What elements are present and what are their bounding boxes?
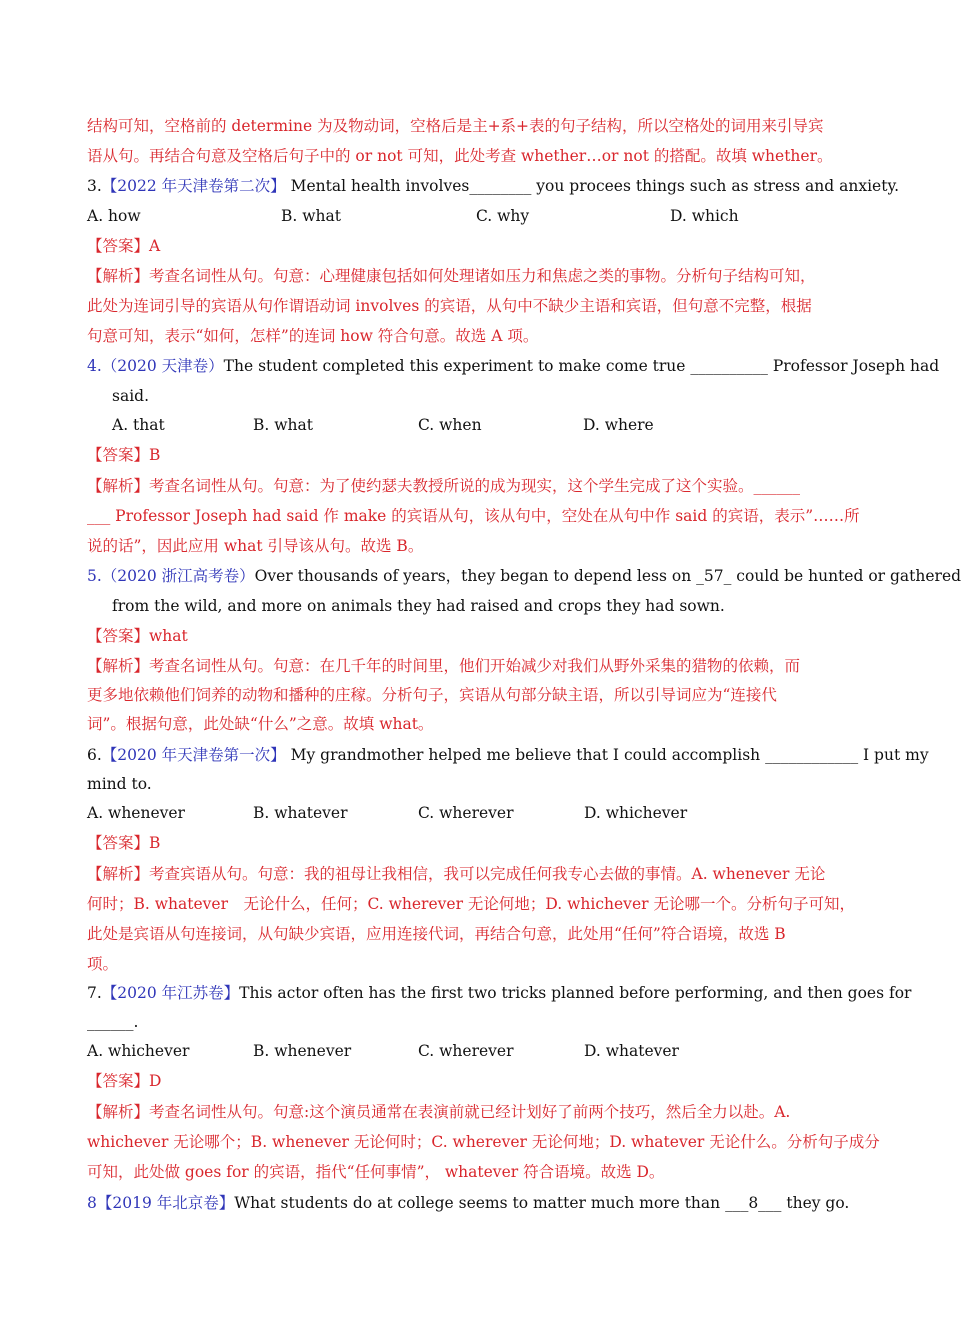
option-c: C. wherever (418, 1042, 514, 1060)
question-text: The student completed this experiment to make come true __________ Professor Joseph had (223, 357, 940, 375)
question-7-answer: 【答案】D (87, 1072, 162, 1090)
option-c: C. why (476, 207, 530, 225)
question-source: 【2019 年北京卷】 (96, 1194, 235, 1212)
question-number: 5. (87, 567, 102, 585)
question-6-analysis-line: 项。 (87, 955, 119, 973)
question-5-analysis-line: 【解析】考查名词性从句。句意：在几千年的时间里，他们开始减少对我们从野外采集的猎物的依赖，而 (87, 657, 801, 675)
intro-line-1: 结构可知，空格前的 determine 为及物动词，空格后是主+系+表的句子结构，所以空格处的词用来引导宾 (87, 117, 824, 135)
question-text: Over thousands of years，they began to depend less on (254, 567, 697, 585)
question-number: 6. (87, 746, 102, 764)
question-6-analysis-line: 此处是宾语从句连接词，从句缺少宾语，应用连接代词，再结合句意，此处用“任何”符合语境，故选 B (87, 925, 786, 943)
question-7-analysis-line: 可知，此处做 goes for 的宾语，指代“任何事情”， whatever 符合语境。故选 D。 (87, 1163, 665, 1181)
option-b: B. whatever (253, 804, 348, 822)
option-b: B. whenever (253, 1042, 352, 1060)
option-b: B. what (253, 416, 313, 434)
question-8-stem (87, 1193, 877, 1215)
question-6-stem-cont: mind to. (87, 775, 152, 793)
question-number: 3. (87, 177, 102, 195)
option-c: C. wherever (418, 804, 514, 822)
question-source: 【2020 年天津卷第一次】 (101, 746, 286, 764)
question-4-answer: 【答案】B (87, 446, 161, 464)
question-6-stem (87, 745, 929, 767)
question-3-answer: 【答案】A (87, 237, 161, 255)
option-d: D. which (670, 207, 739, 225)
question-number: 8 (87, 1194, 97, 1212)
question-source: （2020 天津卷） (101, 357, 224, 375)
question-7-stem (87, 983, 912, 1005)
option-a: A. whenever (87, 804, 185, 822)
option-d: D. where (583, 416, 654, 434)
question-3-analysis-line: 【解析】考查名词性从句。句意：心理健康包括如何处理诸如压力和焦虑之类的事物。分析句子结构可知， (87, 267, 816, 285)
question-3-stem (87, 176, 900, 198)
question-6-analysis-line: 何时；B. whatever 无论什么，任何；C. wherever 无论何地；D. whichever 无论哪一个。分析句子可知， (87, 895, 855, 913)
question-5-analysis-line: 词”。根据句意，此处缺“什么”之意。故填 what。 (87, 715, 434, 733)
question-3-analysis-line: 句意可知，表示“如何，怎样”的连词 how 符合句意。故选 A 项。 (87, 327, 539, 345)
option-a: A. that (112, 416, 165, 434)
option-d: D. whichever (584, 804, 688, 822)
question-source: 【2020 年江苏卷】 (101, 984, 240, 1002)
intro-line-2: 语从句。再结合句意及空格后句子中的 or not 可知，此处考查 whether…or not 的搭配。故填 whether。 (87, 147, 833, 165)
answer-blank: ___8___ (725, 1194, 782, 1212)
question-source: 【2022 年天津卷第二次】 (101, 177, 286, 195)
question-6-options (87, 803, 877, 825)
question-6-analysis-line: 【解析】考查宾语从句。句意：我的祖母让我相信，我可以完成任何我专心去做的事情。A. whenever 无论 (87, 865, 826, 883)
question-4-stem-cont: said. (112, 387, 150, 405)
question-5-stem-cont: from the wild, and more on animals they had raised and crops they had sown. (112, 597, 725, 615)
question-text: What students do at college seems to matter much more than (234, 1194, 726, 1212)
question-4-stem (87, 356, 940, 378)
option-a: A. whichever (87, 1042, 190, 1060)
question-7-analysis-line: whichever 无论哪个；B. whenever 无论何时；C. wherever 无论何地；D. whatever 无论什么。分析句子成分 (87, 1133, 880, 1151)
question-7-options (87, 1041, 877, 1063)
question-number: 7. (87, 984, 102, 1002)
question-3-analysis-line: 此处为连词引导的宾语从句作谓语动词 involves 的宾语，从句中不缺少主语和宾语，但句意不完整，根据 (87, 297, 812, 315)
question-text: could be hunted or gathered (731, 567, 961, 585)
question-6-answer: 【答案】B (87, 834, 161, 852)
answer-blank: _57_ (696, 567, 732, 585)
question-4-options (112, 415, 877, 437)
question-7-stem-cont: ______. (87, 1013, 139, 1031)
question-text: This actor often has the first two tricks planned before performing, and then goes for (239, 984, 912, 1002)
question-7-analysis-line: 【解析】考查名词性从句。句意:这个演员通常在表演前就已经计划好了前两个技巧，然后全力以赴。A. (87, 1103, 791, 1121)
question-5-answer: 【答案】what (87, 627, 188, 645)
question-3-options (87, 206, 877, 228)
question-source: （2020 浙江高考卷） (101, 567, 255, 585)
option-a: A. how (87, 207, 141, 225)
question-text: Mental health involves________ you procees things such as stress and anxiety. (290, 177, 900, 195)
question-4-analysis-line: ___ Professor Joseph had said 作 make 的宾语从句，该从句中，空处在从句中作 said 的宾语，表示”……所 (87, 507, 860, 525)
question-4-analysis-line: 说的话”，因此应用 what 引导该从句。故选 B。 (87, 537, 424, 555)
question-text: My grandmother helped me believe that I could accomplish ____________ I put my (290, 746, 929, 764)
option-c: C. when (418, 416, 482, 434)
option-b: B. what (281, 207, 341, 225)
option-d: D. whatever (584, 1042, 679, 1060)
question-4-analysis-line: 【解析】考查名词性从句。句意：为了使约瑟夫教授所说的成为现实，这个学生完成了这个实验。______ (87, 477, 801, 495)
question-number: 4. (87, 357, 102, 375)
question-text: they go. (781, 1194, 850, 1212)
question-5-analysis-line: 更多地依赖他们饲养的动物和播种的庄稼。分析句子，宾语从句部分缺主语，所以引导词应为“连接代 (87, 686, 777, 704)
question-5-stem (87, 566, 961, 588)
